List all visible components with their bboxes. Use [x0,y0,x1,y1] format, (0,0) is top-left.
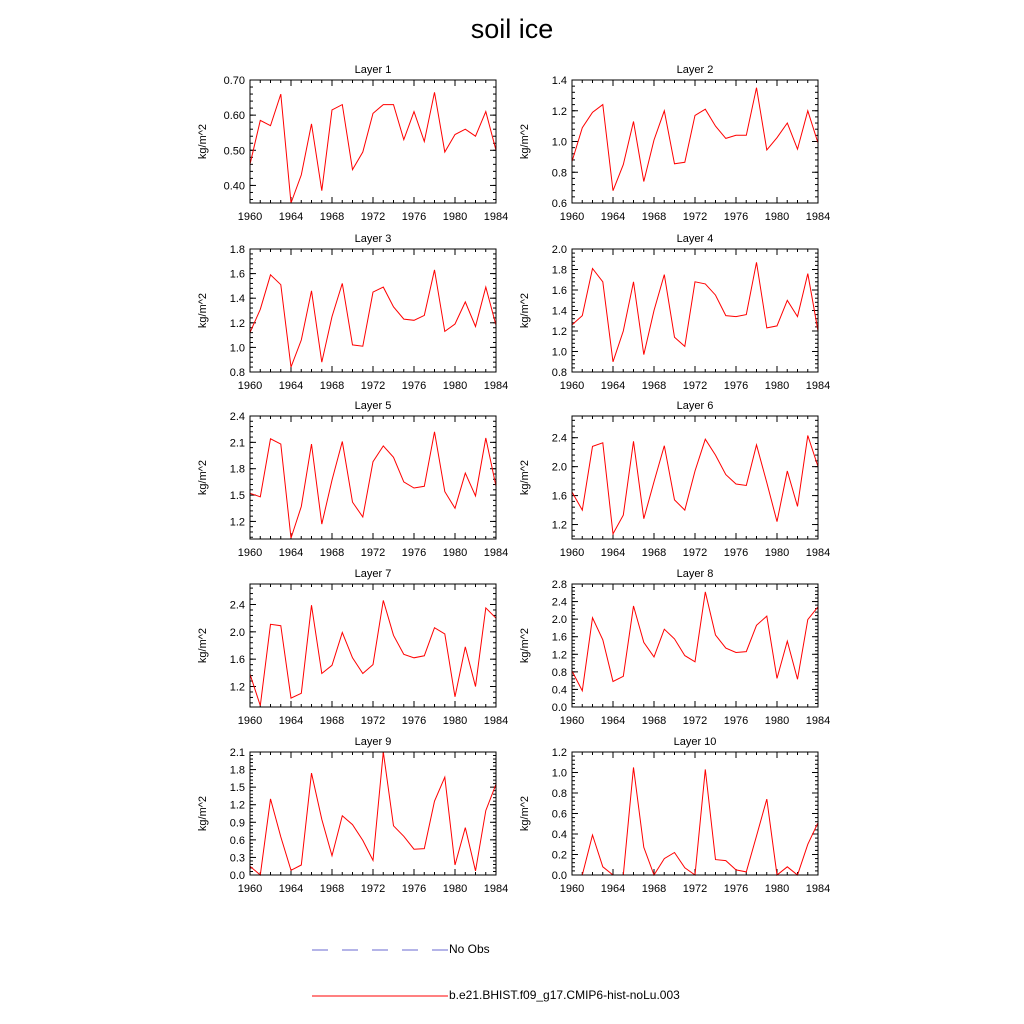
x-tick-label: 1976 [401,715,427,727]
x-tick-label: 1976 [723,883,749,895]
series-line [250,270,496,367]
x-tick-label: 1972 [360,883,386,895]
chart-layer-9 [197,736,508,895]
chart-layer-2 [519,64,830,223]
y-tick-label: 1.6 [229,654,245,667]
x-tick-label: 1984 [805,715,831,727]
series-line [250,600,496,705]
x-tick-label: 1980 [442,715,468,727]
y-tick-label: 1.6 [551,631,567,644]
plot-frame [572,584,818,707]
y-axis-label: kg/m^2 [197,627,209,664]
x-tick-label: 1980 [442,380,468,392]
x-tick-label: 1960 [559,883,585,895]
legend-obs-entry [312,940,532,960]
x-tick-label: 1980 [764,547,790,559]
x-tick-label: 1984 [805,211,831,223]
x-tick-label: 1976 [401,883,427,895]
series-line [572,262,818,362]
y-tick-label: 0.60 [223,110,245,123]
y-tick-label: 1.6 [551,490,567,503]
y-tick-label: 1.4 [229,293,245,306]
y-tick-label: 1.6 [229,268,245,281]
series-line [572,88,818,191]
x-tick-label: 1980 [442,883,468,895]
y-tick-label: 2.4 [229,411,245,423]
chart-title: Layer 4 [676,233,714,245]
x-tick-label: 1960 [237,547,263,559]
y-tick-label: 0.40 [223,180,245,193]
y-tick-label: 2.0 [551,461,567,474]
y-axis-label: kg/m^2 [197,292,209,329]
x-tick-label: 1972 [360,547,386,559]
y-tick-label: 0.0 [551,702,567,714]
y-tick-label: 1.2 [551,747,567,759]
y-tick-label: 0.9 [229,817,245,830]
y-tick-label: 0.8 [229,367,245,379]
y-axis-label: kg/m^2 [519,627,531,664]
y-tick-label: 0.0 [551,870,567,882]
x-tick-label: 1976 [723,211,749,223]
y-axis-label: kg/m^2 [519,459,531,496]
x-tick-label: 1960 [559,211,585,223]
y-tick-label: 1.2 [229,516,245,529]
chart-layer-10 [519,736,830,895]
plot-frame [250,249,496,372]
series-line [250,92,496,203]
y-tick-label: 1.2 [551,105,567,118]
x-tick-label: 1984 [483,715,509,727]
y-tick-label: 1.2 [551,649,567,662]
y-tick-label: 0.6 [229,834,245,847]
chart-title: Layer 8 [676,568,714,580]
x-tick-label: 1984 [483,211,509,223]
y-tick-label: 2.0 [229,626,245,639]
y-tick-label: 1.0 [551,136,567,149]
legend-obs-label: No Obs [449,942,490,956]
x-tick-label: 1984 [483,547,509,559]
x-tick-label: 1976 [401,547,427,559]
x-tick-label: 1960 [237,883,263,895]
x-tick-label: 1964 [278,715,304,727]
y-tick-label: 2.4 [551,432,567,445]
plot-frame [250,416,496,539]
y-tick-label: 1.4 [551,75,567,87]
series-line [250,752,496,875]
y-tick-label: 1.0 [551,767,567,780]
x-tick-label: 1980 [764,211,790,223]
x-tick-label: 1984 [805,883,831,895]
x-tick-label: 1964 [600,715,626,727]
plot-frame [572,80,818,203]
y-tick-label: 1.8 [551,264,567,277]
y-tick-label: 0.8 [551,788,567,800]
y-tick-label: 2.0 [551,244,567,256]
x-tick-label: 1964 [600,211,626,223]
chart-title: Layer 5 [354,400,392,412]
x-tick-label: 1984 [483,883,509,895]
chart-layer-8 [519,568,830,727]
y-axis-label: kg/m^2 [519,795,531,832]
x-tick-label: 1964 [600,883,626,895]
series-line [572,592,818,691]
chart-title: Layer 6 [676,400,714,412]
x-tick-label: 1968 [319,883,345,895]
x-tick-label: 1968 [641,883,667,895]
x-tick-label: 1984 [483,380,509,392]
x-tick-label: 1972 [682,547,708,559]
y-axis-label: kg/m^2 [519,123,531,160]
plot-frame [250,80,496,203]
x-tick-label: 1976 [401,380,427,392]
x-tick-label: 1968 [641,547,667,559]
y-tick-label: 0.4 [551,684,567,697]
chart-layer-3 [197,233,508,392]
x-tick-label: 1968 [319,547,345,559]
chart-title: Layer 9 [354,736,392,748]
figure-title: soil ice [470,14,554,44]
x-tick-label: 1976 [723,547,749,559]
chart-title: Layer 2 [676,64,714,76]
x-tick-label: 1972 [360,715,386,727]
y-tick-label: 0.2 [551,849,567,862]
x-tick-label: 1980 [442,211,468,223]
y-tick-label: 1.2 [551,519,567,532]
x-tick-label: 1972 [360,380,386,392]
legend-obs-swatch [312,940,452,960]
x-tick-label: 1964 [600,547,626,559]
y-tick-label: 1.2 [229,681,245,694]
y-tick-label: 1.4 [551,305,567,318]
x-tick-label: 1960 [237,380,263,392]
x-tick-label: 1984 [805,380,831,392]
x-tick-label: 1960 [559,547,585,559]
chart-title: Layer 7 [354,568,392,580]
x-tick-label: 1980 [764,715,790,727]
x-tick-label: 1972 [682,715,708,727]
series-line [572,436,818,534]
x-tick-label: 1980 [442,547,468,559]
y-tick-label: 2.1 [229,437,245,450]
x-tick-label: 1972 [682,883,708,895]
y-tick-label: 0.8 [551,367,567,379]
y-tick-label: 1.2 [229,317,245,330]
y-tick-label: 2.0 [551,614,567,627]
plot-frame [250,584,496,707]
y-tick-label: 2.1 [229,747,245,759]
y-axis-label: kg/m^2 [197,123,209,160]
y-tick-label: 1.2 [551,326,567,338]
y-tick-label: 0.8 [551,666,567,679]
y-tick-label: 2.8 [551,579,567,591]
y-tick-label: 0.50 [223,145,245,158]
y-tick-label: 0.6 [551,808,567,821]
chart-layer-4 [519,233,830,392]
x-tick-label: 1960 [237,715,263,727]
legend-model-entry [312,986,732,1006]
x-tick-label: 1960 [237,211,263,223]
y-tick-label: 1.0 [551,346,567,359]
legend-model-label: b.e21.BHIST.f09_g17.CMIP6-hist-noLu.003 [449,988,680,1002]
x-tick-label: 1968 [641,715,667,727]
chart-title: Layer 10 [673,736,717,748]
x-tick-label: 1968 [319,715,345,727]
chart-layer-6 [519,400,830,559]
chart-layer-1 [197,64,508,223]
chart-layer-7 [197,568,508,727]
x-tick-label: 1960 [559,715,585,727]
chart-title: Layer 3 [354,233,392,245]
x-tick-label: 1968 [641,211,667,223]
x-tick-label: 1976 [401,211,427,223]
y-tick-label: 1.2 [229,799,245,812]
y-tick-label: 1.8 [229,244,245,256]
x-tick-label: 1972 [682,211,708,223]
y-tick-label: 2.4 [229,599,245,612]
y-tick-label: 1.0 [229,342,245,355]
x-tick-label: 1984 [805,547,831,559]
y-tick-label: 1.8 [229,764,245,777]
chart-layer-5 [197,400,508,559]
x-tick-label: 1972 [682,380,708,392]
y-tick-label: 0.0 [229,870,245,882]
y-tick-label: 0.3 [229,852,245,865]
y-tick-label: 0.8 [551,167,567,180]
y-axis-label: kg/m^2 [197,795,209,832]
y-axis-label: kg/m^2 [197,459,209,496]
y-tick-label: 1.5 [229,782,245,795]
x-tick-label: 1964 [278,547,304,559]
y-axis-label: kg/m^2 [519,292,531,329]
x-tick-label: 1964 [278,211,304,223]
plot-frame [572,416,818,539]
x-tick-label: 1964 [600,380,626,392]
y-tick-label: 0.4 [551,829,567,841]
x-tick-label: 1980 [764,883,790,895]
chart-title: Layer 1 [354,64,392,76]
y-tick-label: 2.4 [551,596,567,609]
y-tick-label: 1.6 [551,285,567,297]
x-tick-label: 1968 [319,380,345,392]
x-tick-label: 1976 [723,380,749,392]
x-tick-label: 1968 [641,380,667,392]
y-tick-label: 0.6 [551,198,567,210]
y-tick-label: 0.70 [223,75,245,87]
x-tick-label: 1960 [559,380,585,392]
series-line [250,432,496,538]
x-tick-label: 1968 [319,211,345,223]
x-tick-label: 1972 [360,211,386,223]
y-tick-label: 1.8 [229,463,245,476]
x-tick-label: 1980 [764,380,790,392]
series-line [572,767,818,875]
x-tick-label: 1964 [278,380,304,392]
plot-frame [572,249,818,372]
y-tick-label: 1.5 [229,490,245,503]
x-tick-label: 1976 [723,715,749,727]
x-tick-label: 1964 [278,883,304,895]
plot-frame [572,752,818,875]
legend-model-swatch [312,986,452,1006]
